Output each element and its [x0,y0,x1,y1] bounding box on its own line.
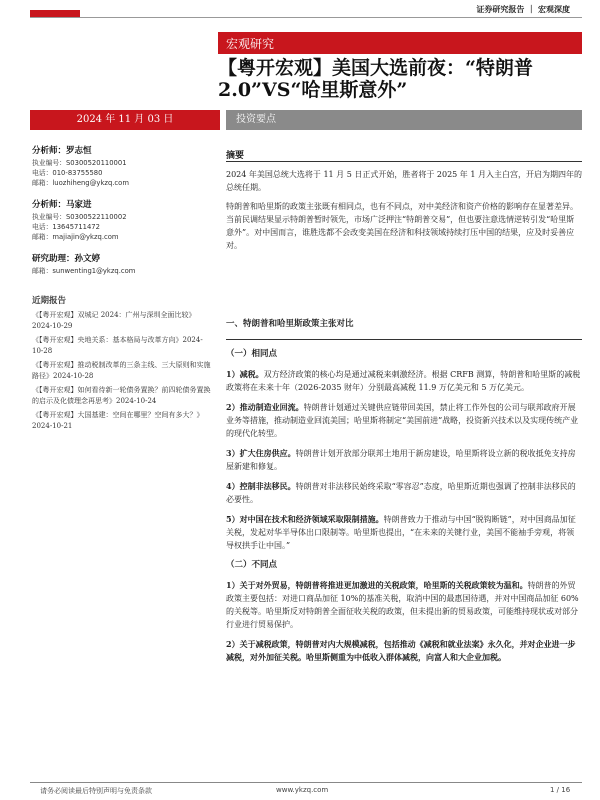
point-lead: 3）扩大住房供应。 [226,448,296,458]
section-divider [226,339,582,340]
header-accent-bar [30,10,80,17]
recent-reports-list [32,310,212,432]
analyst-block [32,254,212,276]
point-text: 特朗普计划开放部分联邦土地用于新房建设，哈里斯将设立新的税收抵免支持房屋新建和修复。 [226,449,576,471]
footer-website[interactable]: www.ykzq.com [276,786,329,794]
footer-disclaimer: 请务必阅读最后特别声明与免责条款 [40,787,152,795]
analyst-name-text: 马家进 [66,200,92,210]
point-text: 特朗普的外贸政策主要包括：对进口商品加征 10%的基准关税，取消中国的最惠国待遇，并对中国商品加征 60%的关税等。哈里斯反对特朗普全面征收关税的政策，但未提出新的贸易政策，可能维持现状或对部分行业进行贸易保护。 [226,581,579,629]
point-lead: 2）关于减税政策，特朗普对内大规模减税，包括推动《减税和就业法案》永久化，并对企业进一步减税，对外加征关税。哈里斯侧重为中低收入群体减税，向富人和大企业加税。 [226,639,576,662]
diff-points-list [226,579,582,664]
point-text: 双方经济政策的核心均是通过减税来刺激经济。根据 CRFB 测算，特朗普和哈里斯的减税政策将在未来十年（2026-2035 财年）分别最高减税 11.9 万亿美元和 5 万亿美元。 [226,370,581,392]
section-tag: 宏观研究 [218,32,582,54]
analyst-contact-line: 执业编号：S0300522110002 [32,213,127,221]
analyst-role: 研究助理： [32,254,75,264]
main-body [226,318,582,671]
point-paragraph [226,447,582,473]
page-number: 1 / 16 [550,786,571,794]
recent-report-link[interactable]: 《【粤开宏观】大国基建：空间在哪里？空间有多大？》2024-10-21 [32,411,204,430]
analyst-role: 分析师： [32,200,67,210]
analyst-name [32,146,212,156]
recent-report-link[interactable]: 《【粤开宏观】如何看待新一轮债务置换？前四轮债务置换的启示及化债理念再思考》2024-10-24 [32,386,211,405]
analyst-contact-line: 邮箱：majiajin@ykzq.com [32,233,119,241]
summary-body [226,168,582,258]
point-paragraph [226,638,582,664]
analyst-block [32,200,212,242]
analyst-contact-line: 执业编号：S0300520110001 [32,159,127,167]
header-divider [30,17,582,18]
summary-paragraph: 2024 年美国总统大选将于 11 月 5 日正式开始，胜者将于 2025 年 1 月入主白宫，开启为期四年的总统任期。 [226,170,582,192]
summary-heading: 摘要 [226,151,245,161]
analyst-name [32,200,212,210]
analyst-role: 分析师： [32,146,67,156]
analyst-contact-line: 电话：010-83755580 [32,169,103,177]
point-lead: 1）关于对外贸易，特朗普将推进更加激进的关税政策，哈里斯的关税政策较为温和。 [226,580,528,590]
point-paragraph [226,480,582,506]
point-paragraph [226,513,582,552]
analyst-name-text: 罗志恒 [66,146,92,156]
point-lead: 4）控制非法移民。 [226,481,296,491]
summary-divider [226,161,582,162]
report-title: 【粤开宏观】美国大选前夜：“特朗普2.0”VS“哈里斯意外” [218,57,533,101]
subsection-same: （一）相同点 [226,349,278,359]
analyst-contact-line: 电话：13645711472 [32,223,100,231]
summary-paragraph: 特朗普和哈里斯的政策主张既有相同点，也有不同点，对中美经济和资产价格的影响存在显著差异。当前民调结果显示特朗普暂时领先，市场广泛押注“特朗普交易”，但也要注意选情逆转引发“哈里斯意外”。对中国而言，谁胜选都不会改变美国在经济和科技领域持续打压中国的结果，应及时妥善应对。 [226,202,578,250]
point-text: 特朗普对非法移民始终采取“零容忍”态度，哈里斯近期也强调了控制非法移民的必要性。 [226,482,576,504]
analyst-contact-line: 邮箱：luozhiheng@ykzq.com [32,179,129,187]
point-paragraph [226,401,582,440]
point-text: 特朗普致力于推动与中国“脱钩断链”，对中国商品加征关税，发起对华半导体出口限制等。哈里斯也提出，“在未来的关键行业，美国不能袖手旁观，将领导权拱手让中国。” [226,515,576,550]
point-lead: 2）推动制造业回流。 [226,402,304,412]
point-text: 特朗普计划通过关键供应链带回美国，禁止将工作外包的公司与联邦政府开展业务等措施，推动制造业回流美国；哈里斯将制定“美国前进”战略，投资新兴技术以及实现传统产业的现代化转型。 [226,403,579,438]
point-paragraph [226,579,582,631]
analyst-contact-line: 邮箱：sunwenting1@ykzq.com [32,267,136,275]
investment-points-bar: 投资要点 [226,110,582,130]
sidebar [32,146,212,435]
analyst-name [32,254,212,264]
same-points-list [226,368,582,552]
section-heading: 一、特朗普和哈里斯政策主张对比 [226,319,354,329]
analyst-name-text: 孙文婷 [74,254,101,264]
point-lead: 5）对中国在技术和经济领域采取限制措施。 [226,514,384,524]
recent-report-link[interactable]: 《【粤开宏观】推动税制改革的三条主线、三大原则和实施路径》2024-10-28 [32,361,211,380]
report-date: 2024 年 11 月 03 日 [30,110,220,130]
analyst-list [32,146,212,276]
analyst-block [32,146,212,188]
report-type-label: 证券研究报告 ｜ 宏观深度 [476,5,570,14]
point-paragraph [226,368,582,394]
point-lead: 1）减税。 [226,369,264,379]
recent-report-link[interactable]: 《【粤开宏观】央地关系：基本格局与改革方向》2024-10-28 [32,336,203,355]
subsection-diff: （二）不同点 [226,560,278,570]
footer-divider [30,782,582,783]
recent-report-link[interactable]: 《【粤开宏观】双城记 2024：广州与深圳全面比较》2024-10-29 [32,311,196,330]
recent-reports-title: 近期报告 [32,296,67,306]
